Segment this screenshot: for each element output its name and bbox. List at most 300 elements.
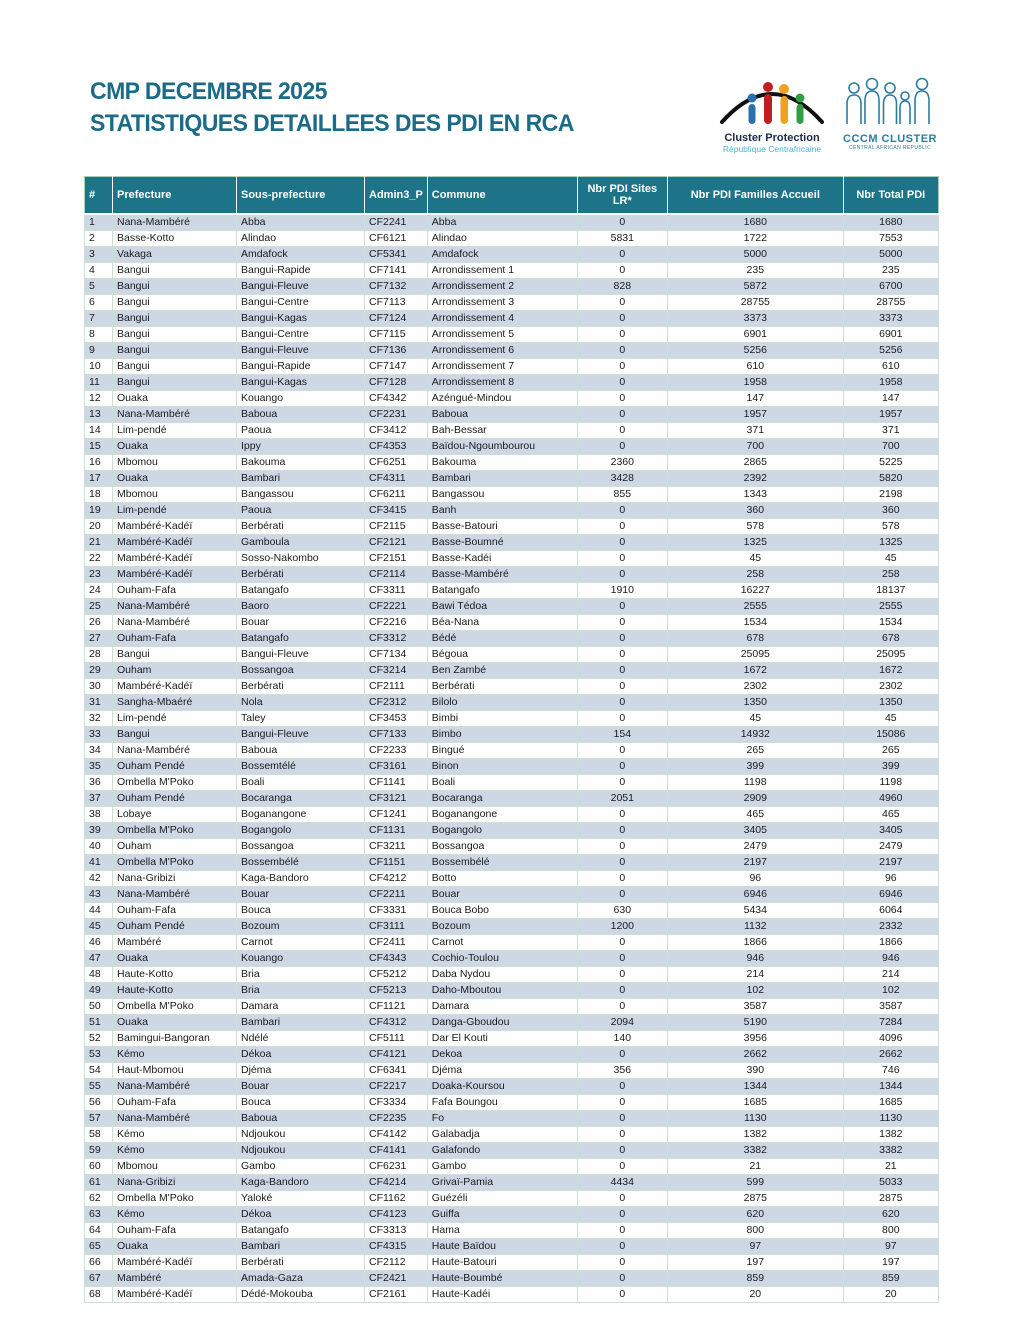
cell-num: 31 — [85, 695, 113, 711]
cell-admin3-pcode: CF6121 — [365, 231, 428, 247]
cell-nbr-pdi-sites-lr: 0 — [577, 871, 667, 887]
cell-nbr-total-pdi: 371 — [843, 423, 938, 439]
cell-admin3-pcode: CF6211 — [365, 487, 428, 503]
cell-nbr-total-pdi: 1325 — [843, 535, 938, 551]
cell-nbr-pdi-sites-lr: 0 — [577, 1255, 667, 1271]
cell-num: 2 — [85, 231, 113, 247]
cluster-protection-subtitle: République Centrafricaine — [722, 144, 822, 154]
cell-prefecture: Ouaka — [113, 391, 237, 407]
cell-sous-prefecture: Berbérati — [237, 567, 365, 583]
cell-commune: Bédé — [427, 631, 577, 647]
cell-nbr-pdi-familles-accueil: 1198 — [667, 775, 843, 791]
cell-nbr-pdi-familles-accueil: 6946 — [667, 887, 843, 903]
table-header-row — [85, 177, 939, 215]
cell-nbr-pdi-familles-accueil: 14932 — [667, 727, 843, 743]
cell-sous-prefecture: Boganangone — [237, 807, 365, 823]
cell-nbr-pdi-familles-accueil: 1344 — [667, 1079, 843, 1095]
page-title — [90, 76, 594, 140]
cell-nbr-pdi-sites-lr: 0 — [577, 247, 667, 263]
cell-num: 3 — [85, 247, 113, 263]
cell-num: 58 — [85, 1127, 113, 1143]
cell-nbr-pdi-sites-lr: 0 — [577, 1143, 667, 1159]
cell-commune: Haute-Kadéi — [427, 1287, 577, 1303]
cell-admin3-pcode: CF7124 — [365, 311, 428, 327]
cell-commune: Bakouma — [427, 455, 577, 471]
cell-num: 20 — [85, 519, 113, 535]
table-row — [85, 487, 939, 503]
cell-admin3-pcode: CF7115 — [365, 327, 428, 343]
cell-prefecture: Bangui — [113, 327, 237, 343]
cell-sous-prefecture: Dédé-Mokouba — [237, 1287, 365, 1303]
cell-num: 62 — [85, 1191, 113, 1207]
cell-sous-prefecture: Baboua — [237, 407, 365, 423]
cell-prefecture: Basse-Kotto — [113, 231, 237, 247]
cell-prefecture: Bangui — [113, 375, 237, 391]
cell-nbr-total-pdi: 2555 — [843, 599, 938, 615]
cell-nbr-pdi-familles-accueil: 3405 — [667, 823, 843, 839]
cell-sous-prefecture: Batangafo — [237, 631, 365, 647]
table-row — [85, 519, 939, 535]
cell-nbr-total-pdi: 258 — [843, 567, 938, 583]
cell-nbr-pdi-familles-accueil: 45 — [667, 711, 843, 727]
cell-nbr-pdi-sites-lr: 0 — [577, 743, 667, 759]
cell-nbr-pdi-familles-accueil: 1350 — [667, 695, 843, 711]
cell-nbr-total-pdi: 1344 — [843, 1079, 938, 1095]
cell-commune: Batangafo — [427, 583, 577, 599]
cell-sous-prefecture: Djéma — [237, 1063, 365, 1079]
cell-nbr-pdi-familles-accueil: 1680 — [667, 214, 843, 231]
cell-sous-prefecture: Ndjoukou — [237, 1127, 365, 1143]
cell-commune: Bimbi — [427, 711, 577, 727]
cell-sous-prefecture: Dékoa — [237, 1047, 365, 1063]
cell-num: 49 — [85, 983, 113, 999]
cell-sous-prefecture: Ippy — [237, 439, 365, 455]
cell-commune: Baboua — [427, 407, 577, 423]
cell-nbr-total-pdi: 2479 — [843, 839, 938, 855]
cell-nbr-pdi-sites-lr: 0 — [577, 439, 667, 455]
cell-commune: Bégoua — [427, 647, 577, 663]
cell-commune: Dar El Kouti — [427, 1031, 577, 1047]
cell-nbr-pdi-sites-lr: 5831 — [577, 231, 667, 247]
cccm-people-icon — [842, 74, 938, 131]
cell-prefecture: Bangui — [113, 359, 237, 375]
cell-sous-prefecture: Damara — [237, 999, 365, 1015]
cell-nbr-total-pdi: 2302 — [843, 679, 938, 695]
cell-admin3-pcode: CF2151 — [365, 551, 428, 567]
cell-nbr-pdi-sites-lr: 356 — [577, 1063, 667, 1079]
table-row — [85, 1031, 939, 1047]
cell-sous-prefecture: Bangui-Fleuve — [237, 343, 365, 359]
cell-nbr-pdi-familles-accueil: 1343 — [667, 487, 843, 503]
cell-nbr-total-pdi: 4960 — [843, 791, 938, 807]
table-row — [85, 983, 939, 999]
cell-nbr-pdi-familles-accueil: 1957 — [667, 407, 843, 423]
cell-num: 12 — [85, 391, 113, 407]
cell-nbr-pdi-sites-lr: 0 — [577, 695, 667, 711]
table-row — [85, 1143, 939, 1159]
cell-commune: Haute Baïdou — [427, 1239, 577, 1255]
column-header-admin3-pcode: Admin3_P — [365, 177, 428, 215]
cell-nbr-pdi-sites-lr: 0 — [577, 775, 667, 791]
cell-nbr-pdi-familles-accueil: 360 — [667, 503, 843, 519]
cell-nbr-pdi-familles-accueil: 1130 — [667, 1111, 843, 1127]
cell-commune: Arrondissement 3 — [427, 295, 577, 311]
table-row — [85, 231, 939, 247]
cell-admin3-pcode: CF4343 — [365, 951, 428, 967]
cell-admin3-pcode: CF4342 — [365, 391, 428, 407]
table-row — [85, 247, 939, 263]
cell-commune: Baïdou-Ngoumbourou — [427, 439, 577, 455]
cell-num: 26 — [85, 615, 113, 631]
cell-sous-prefecture: Bakouma — [237, 455, 365, 471]
cell-admin3-pcode: CF1241 — [365, 807, 428, 823]
report-title-line2: STATISTIQUES DETAILLEES DES PDI EN RCA — [90, 110, 574, 137]
cell-sous-prefecture: Bouar — [237, 615, 365, 631]
cell-commune: Alindao — [427, 231, 577, 247]
cell-num: 13 — [85, 407, 113, 423]
cell-nbr-total-pdi: 1130 — [843, 1111, 938, 1127]
cell-num: 11 — [85, 375, 113, 391]
cell-commune: Bilolo — [427, 695, 577, 711]
cell-prefecture: Nana-Mambéré — [113, 615, 237, 631]
cell-admin3-pcode: CF4312 — [365, 1015, 428, 1031]
cell-prefecture: Bangui — [113, 311, 237, 327]
cell-commune: Fo — [427, 1111, 577, 1127]
cell-nbr-total-pdi: 1866 — [843, 935, 938, 951]
cell-sous-prefecture: Batangafo — [237, 1223, 365, 1239]
cell-prefecture: Ouaka — [113, 471, 237, 487]
cell-prefecture: Mambéré-Kadéï — [113, 567, 237, 583]
table-row — [85, 663, 939, 679]
cell-nbr-pdi-sites-lr: 0 — [577, 615, 667, 631]
cell-admin3-pcode: CF3111 — [365, 919, 428, 935]
table-row — [85, 1287, 939, 1303]
table-row — [85, 807, 939, 823]
cell-nbr-total-pdi: 96 — [843, 871, 938, 887]
cell-nbr-total-pdi: 5820 — [843, 471, 938, 487]
cell-commune: Bouca Bobo — [427, 903, 577, 919]
cell-prefecture: Kémo — [113, 1143, 237, 1159]
cell-admin3-pcode: CF4212 — [365, 871, 428, 887]
cell-sous-prefecture: Bangui-Kagas — [237, 375, 365, 391]
cell-commune: Bangassou — [427, 487, 577, 503]
cell-commune: Djéma — [427, 1063, 577, 1079]
table-row — [85, 711, 939, 727]
cell-admin3-pcode: CF1121 — [365, 999, 428, 1015]
cell-admin3-pcode: CF3121 — [365, 791, 428, 807]
cell-commune: Bah-Bessar — [427, 423, 577, 439]
cell-nbr-pdi-sites-lr: 0 — [577, 214, 667, 231]
cell-prefecture: Mambéré — [113, 935, 237, 951]
cell-nbr-total-pdi: 800 — [843, 1223, 938, 1239]
cell-commune: Hama — [427, 1223, 577, 1239]
cell-nbr-pdi-sites-lr: 0 — [577, 999, 667, 1015]
cell-num: 35 — [85, 759, 113, 775]
cell-prefecture: Nana-Mambéré — [113, 214, 237, 231]
cell-nbr-pdi-familles-accueil: 390 — [667, 1063, 843, 1079]
cell-admin3-pcode: CF3161 — [365, 759, 428, 775]
table-row — [85, 759, 939, 775]
cell-nbr-pdi-familles-accueil: 6901 — [667, 327, 843, 343]
cell-admin3-pcode: CF3313 — [365, 1223, 428, 1239]
cell-sous-prefecture: Baboua — [237, 1111, 365, 1127]
cell-commune: Berbérati — [427, 679, 577, 695]
cell-prefecture: Nana-Gribizi — [113, 1175, 237, 1191]
cell-admin3-pcode: CF2112 — [365, 1255, 428, 1271]
cell-admin3-pcode: CF7132 — [365, 279, 428, 295]
cell-sous-prefecture: Taley — [237, 711, 365, 727]
cell-num: 9 — [85, 343, 113, 359]
cell-admin3-pcode: CF5111 — [365, 1031, 428, 1047]
cell-commune: Basse-Boumné — [427, 535, 577, 551]
cell-admin3-pcode: CF6231 — [365, 1159, 428, 1175]
cell-num: 45 — [85, 919, 113, 935]
cell-num: 59 — [85, 1143, 113, 1159]
cell-num: 16 — [85, 455, 113, 471]
cell-admin3-pcode: CF5213 — [365, 983, 428, 999]
table-row — [85, 214, 939, 231]
cell-num: 18 — [85, 487, 113, 503]
cell-nbr-pdi-sites-lr: 828 — [577, 279, 667, 295]
table-row — [85, 1239, 939, 1255]
table-row — [85, 1255, 939, 1271]
cell-nbr-total-pdi: 7553 — [843, 231, 938, 247]
cell-nbr-pdi-familles-accueil: 214 — [667, 967, 843, 983]
cell-nbr-pdi-familles-accueil: 5190 — [667, 1015, 843, 1031]
cell-nbr-pdi-sites-lr: 0 — [577, 711, 667, 727]
table-row — [85, 359, 939, 375]
cell-prefecture: Ombella M'Poko — [113, 999, 237, 1015]
cell-nbr-pdi-sites-lr: 0 — [577, 967, 667, 983]
cell-num: 47 — [85, 951, 113, 967]
cell-prefecture: Ouham-Fafa — [113, 1095, 237, 1111]
cell-num: 8 — [85, 327, 113, 343]
cell-nbr-total-pdi: 678 — [843, 631, 938, 647]
table-row — [85, 1111, 939, 1127]
cell-prefecture: Mambéré-Kadéï — [113, 679, 237, 695]
cell-num: 27 — [85, 631, 113, 647]
cell-prefecture: Mambéré-Kadéï — [113, 519, 237, 535]
cell-nbr-pdi-familles-accueil: 2555 — [667, 599, 843, 615]
cell-nbr-pdi-sites-lr: 0 — [577, 359, 667, 375]
cell-nbr-pdi-sites-lr: 0 — [577, 935, 667, 951]
cell-nbr-pdi-sites-lr: 0 — [577, 1127, 667, 1143]
cell-nbr-pdi-sites-lr: 630 — [577, 903, 667, 919]
table-row — [85, 391, 939, 407]
cell-sous-prefecture: Bangui-Rapide — [237, 359, 365, 375]
cell-commune: Basse-Mambéré — [427, 567, 577, 583]
cell-commune: Daba Nydou — [427, 967, 577, 983]
table-row — [85, 583, 939, 599]
cell-prefecture: Lim-pendé — [113, 423, 237, 439]
cell-nbr-pdi-familles-accueil: 1382 — [667, 1127, 843, 1143]
logo-area — [716, 74, 938, 154]
cell-nbr-total-pdi: 4096 — [843, 1031, 938, 1047]
cell-nbr-pdi-sites-lr: 0 — [577, 823, 667, 839]
cell-prefecture: Nana-Mambéré — [113, 887, 237, 903]
cell-prefecture: Ouham — [113, 663, 237, 679]
cell-prefecture: Nana-Mambéré — [113, 743, 237, 759]
cell-nbr-pdi-sites-lr: 0 — [577, 1079, 667, 1095]
cell-nbr-pdi-sites-lr: 0 — [577, 295, 667, 311]
cell-commune: Haute-Boumbé — [427, 1271, 577, 1287]
cell-num: 39 — [85, 823, 113, 839]
cell-admin3-pcode: CF2111 — [365, 679, 428, 695]
cell-prefecture: Ombella M'Poko — [113, 823, 237, 839]
cell-sous-prefecture: Bambari — [237, 1015, 365, 1031]
cell-prefecture: Ombella M'Poko — [113, 775, 237, 791]
cell-nbr-pdi-familles-accueil: 800 — [667, 1223, 843, 1239]
cell-admin3-pcode: CF2411 — [365, 935, 428, 951]
table-row — [85, 871, 939, 887]
cell-sous-prefecture: Bangui-Centre — [237, 295, 365, 311]
cell-nbr-pdi-familles-accueil: 700 — [667, 439, 843, 455]
cell-nbr-pdi-sites-lr: 2094 — [577, 1015, 667, 1031]
cell-nbr-pdi-familles-accueil: 21 — [667, 1159, 843, 1175]
cell-nbr-pdi-sites-lr: 154 — [577, 727, 667, 743]
cell-sous-prefecture: Nola — [237, 695, 365, 711]
cell-admin3-pcode: CF2115 — [365, 519, 428, 535]
cell-admin3-pcode: CF3214 — [365, 663, 428, 679]
cell-nbr-pdi-sites-lr: 0 — [577, 263, 667, 279]
cell-nbr-total-pdi: 6946 — [843, 887, 938, 903]
table-row — [85, 919, 939, 935]
cell-admin3-pcode: CF6251 — [365, 455, 428, 471]
cell-sous-prefecture: Bria — [237, 983, 365, 999]
cell-sous-prefecture: Bocaranga — [237, 791, 365, 807]
cell-num: 30 — [85, 679, 113, 695]
cell-nbr-total-pdi: 1958 — [843, 375, 938, 391]
cell-nbr-total-pdi: 197 — [843, 1255, 938, 1271]
cell-prefecture: Ombella M'Poko — [113, 855, 237, 871]
table-row — [85, 1159, 939, 1175]
cell-num: 61 — [85, 1175, 113, 1191]
cell-sous-prefecture: Gamboula — [237, 535, 365, 551]
cell-sous-prefecture: Bozoum — [237, 919, 365, 935]
cell-commune: Cochio-Toulou — [427, 951, 577, 967]
cell-nbr-pdi-sites-lr: 0 — [577, 311, 667, 327]
cell-nbr-total-pdi: 2662 — [843, 1047, 938, 1063]
cell-sous-prefecture: Kouango — [237, 951, 365, 967]
cell-nbr-pdi-familles-accueil: 2479 — [667, 839, 843, 855]
cell-prefecture: Lim-pendé — [113, 503, 237, 519]
cell-sous-prefecture: Bossemtélé — [237, 759, 365, 775]
table-row — [85, 839, 939, 855]
table-body — [85, 214, 939, 1303]
cell-nbr-pdi-familles-accueil: 610 — [667, 359, 843, 375]
cell-nbr-pdi-familles-accueil: 371 — [667, 423, 843, 439]
cell-admin3-pcode: CF2233 — [365, 743, 428, 759]
cell-nbr-total-pdi: 45 — [843, 711, 938, 727]
column-header-nbr-pdi-sites-lr: Nbr PDI Sites LR* — [577, 177, 667, 215]
cell-nbr-total-pdi: 102 — [843, 983, 938, 999]
cell-nbr-pdi-familles-accueil: 5434 — [667, 903, 843, 919]
cell-sous-prefecture: Bossembélé — [237, 855, 365, 871]
cell-sous-prefecture: Baboua — [237, 743, 365, 759]
table-row — [85, 375, 939, 391]
table-header — [85, 177, 939, 215]
cell-commune: Botto — [427, 871, 577, 887]
cell-nbr-total-pdi: 360 — [843, 503, 938, 519]
cell-prefecture: Vakaga — [113, 247, 237, 263]
cell-admin3-pcode: CF5212 — [365, 967, 428, 983]
cell-sous-prefecture: Bouca — [237, 903, 365, 919]
cell-nbr-pdi-familles-accueil: 859 — [667, 1271, 843, 1287]
cell-nbr-pdi-familles-accueil: 5000 — [667, 247, 843, 263]
cell-num: 36 — [85, 775, 113, 791]
column-header-nbr-pdi-familles-accueil: Nbr PDI Familles Accueil — [667, 177, 843, 215]
cell-nbr-pdi-sites-lr: 0 — [577, 983, 667, 999]
cell-nbr-total-pdi: 7284 — [843, 1015, 938, 1031]
cell-admin3-pcode: CF2216 — [365, 615, 428, 631]
cell-nbr-pdi-familles-accueil: 620 — [667, 1207, 843, 1223]
cell-nbr-pdi-familles-accueil: 678 — [667, 631, 843, 647]
cell-commune: Banh — [427, 503, 577, 519]
cluster-protection-logo — [716, 74, 828, 154]
cell-admin3-pcode: CF2312 — [365, 695, 428, 711]
cell-nbr-pdi-sites-lr: 0 — [577, 423, 667, 439]
cell-commune: Grivaï-Pamia — [427, 1175, 577, 1191]
cell-nbr-pdi-familles-accueil: 1325 — [667, 535, 843, 551]
table-row — [85, 1015, 939, 1031]
table-row — [85, 791, 939, 807]
cell-nbr-total-pdi: 265 — [843, 743, 938, 759]
column-header-prefecture: Prefecture — [113, 177, 237, 215]
cell-sous-prefecture: Paoua — [237, 503, 365, 519]
cell-nbr-pdi-sites-lr: 0 — [577, 663, 667, 679]
cell-prefecture: Mbomou — [113, 1159, 237, 1175]
cell-nbr-pdi-familles-accueil: 1866 — [667, 935, 843, 951]
cell-num: 24 — [85, 583, 113, 599]
cell-nbr-pdi-sites-lr: 0 — [577, 1095, 667, 1111]
cell-nbr-pdi-familles-accueil: 1672 — [667, 663, 843, 679]
cell-sous-prefecture: Boali — [237, 775, 365, 791]
cell-nbr-pdi-familles-accueil: 1534 — [667, 615, 843, 631]
cell-sous-prefecture: Bangui-Fleuve — [237, 279, 365, 295]
cell-sous-prefecture: Bangui-Fleuve — [237, 647, 365, 663]
cell-sous-prefecture: Gambo — [237, 1159, 365, 1175]
table-row — [85, 327, 939, 343]
table-row — [85, 455, 939, 471]
cell-prefecture: Mambéré-Kadéï — [113, 1287, 237, 1303]
cell-commune: Arrondissement 6 — [427, 343, 577, 359]
table-row — [85, 823, 939, 839]
cell-nbr-pdi-sites-lr: 0 — [577, 343, 667, 359]
cell-nbr-pdi-sites-lr: 0 — [577, 375, 667, 391]
cell-commune: Haute-Batouri — [427, 1255, 577, 1271]
cell-nbr-pdi-sites-lr: 0 — [577, 391, 667, 407]
cell-commune: Galafondo — [427, 1143, 577, 1159]
cell-num: 53 — [85, 1047, 113, 1063]
cell-prefecture: Haut-Mbomou — [113, 1063, 237, 1079]
cell-nbr-total-pdi: 2198 — [843, 487, 938, 503]
cell-commune: Arrondissement 2 — [427, 279, 577, 295]
cell-sous-prefecture: Paoua — [237, 423, 365, 439]
table-row — [85, 551, 939, 567]
cell-nbr-pdi-sites-lr: 0 — [577, 567, 667, 583]
table-row — [85, 935, 939, 951]
cell-nbr-total-pdi: 746 — [843, 1063, 938, 1079]
cell-commune: Bingué — [427, 743, 577, 759]
cell-commune: Arrondissement 5 — [427, 327, 577, 343]
table-row — [85, 599, 939, 615]
cell-nbr-total-pdi: 1685 — [843, 1095, 938, 1111]
cell-prefecture: Nana-Mambéré — [113, 407, 237, 423]
cell-admin3-pcode: CF2235 — [365, 1111, 428, 1127]
table-row — [85, 775, 939, 791]
cell-sous-prefecture: Bogangolo — [237, 823, 365, 839]
cell-prefecture: Ouham Pendé — [113, 759, 237, 775]
